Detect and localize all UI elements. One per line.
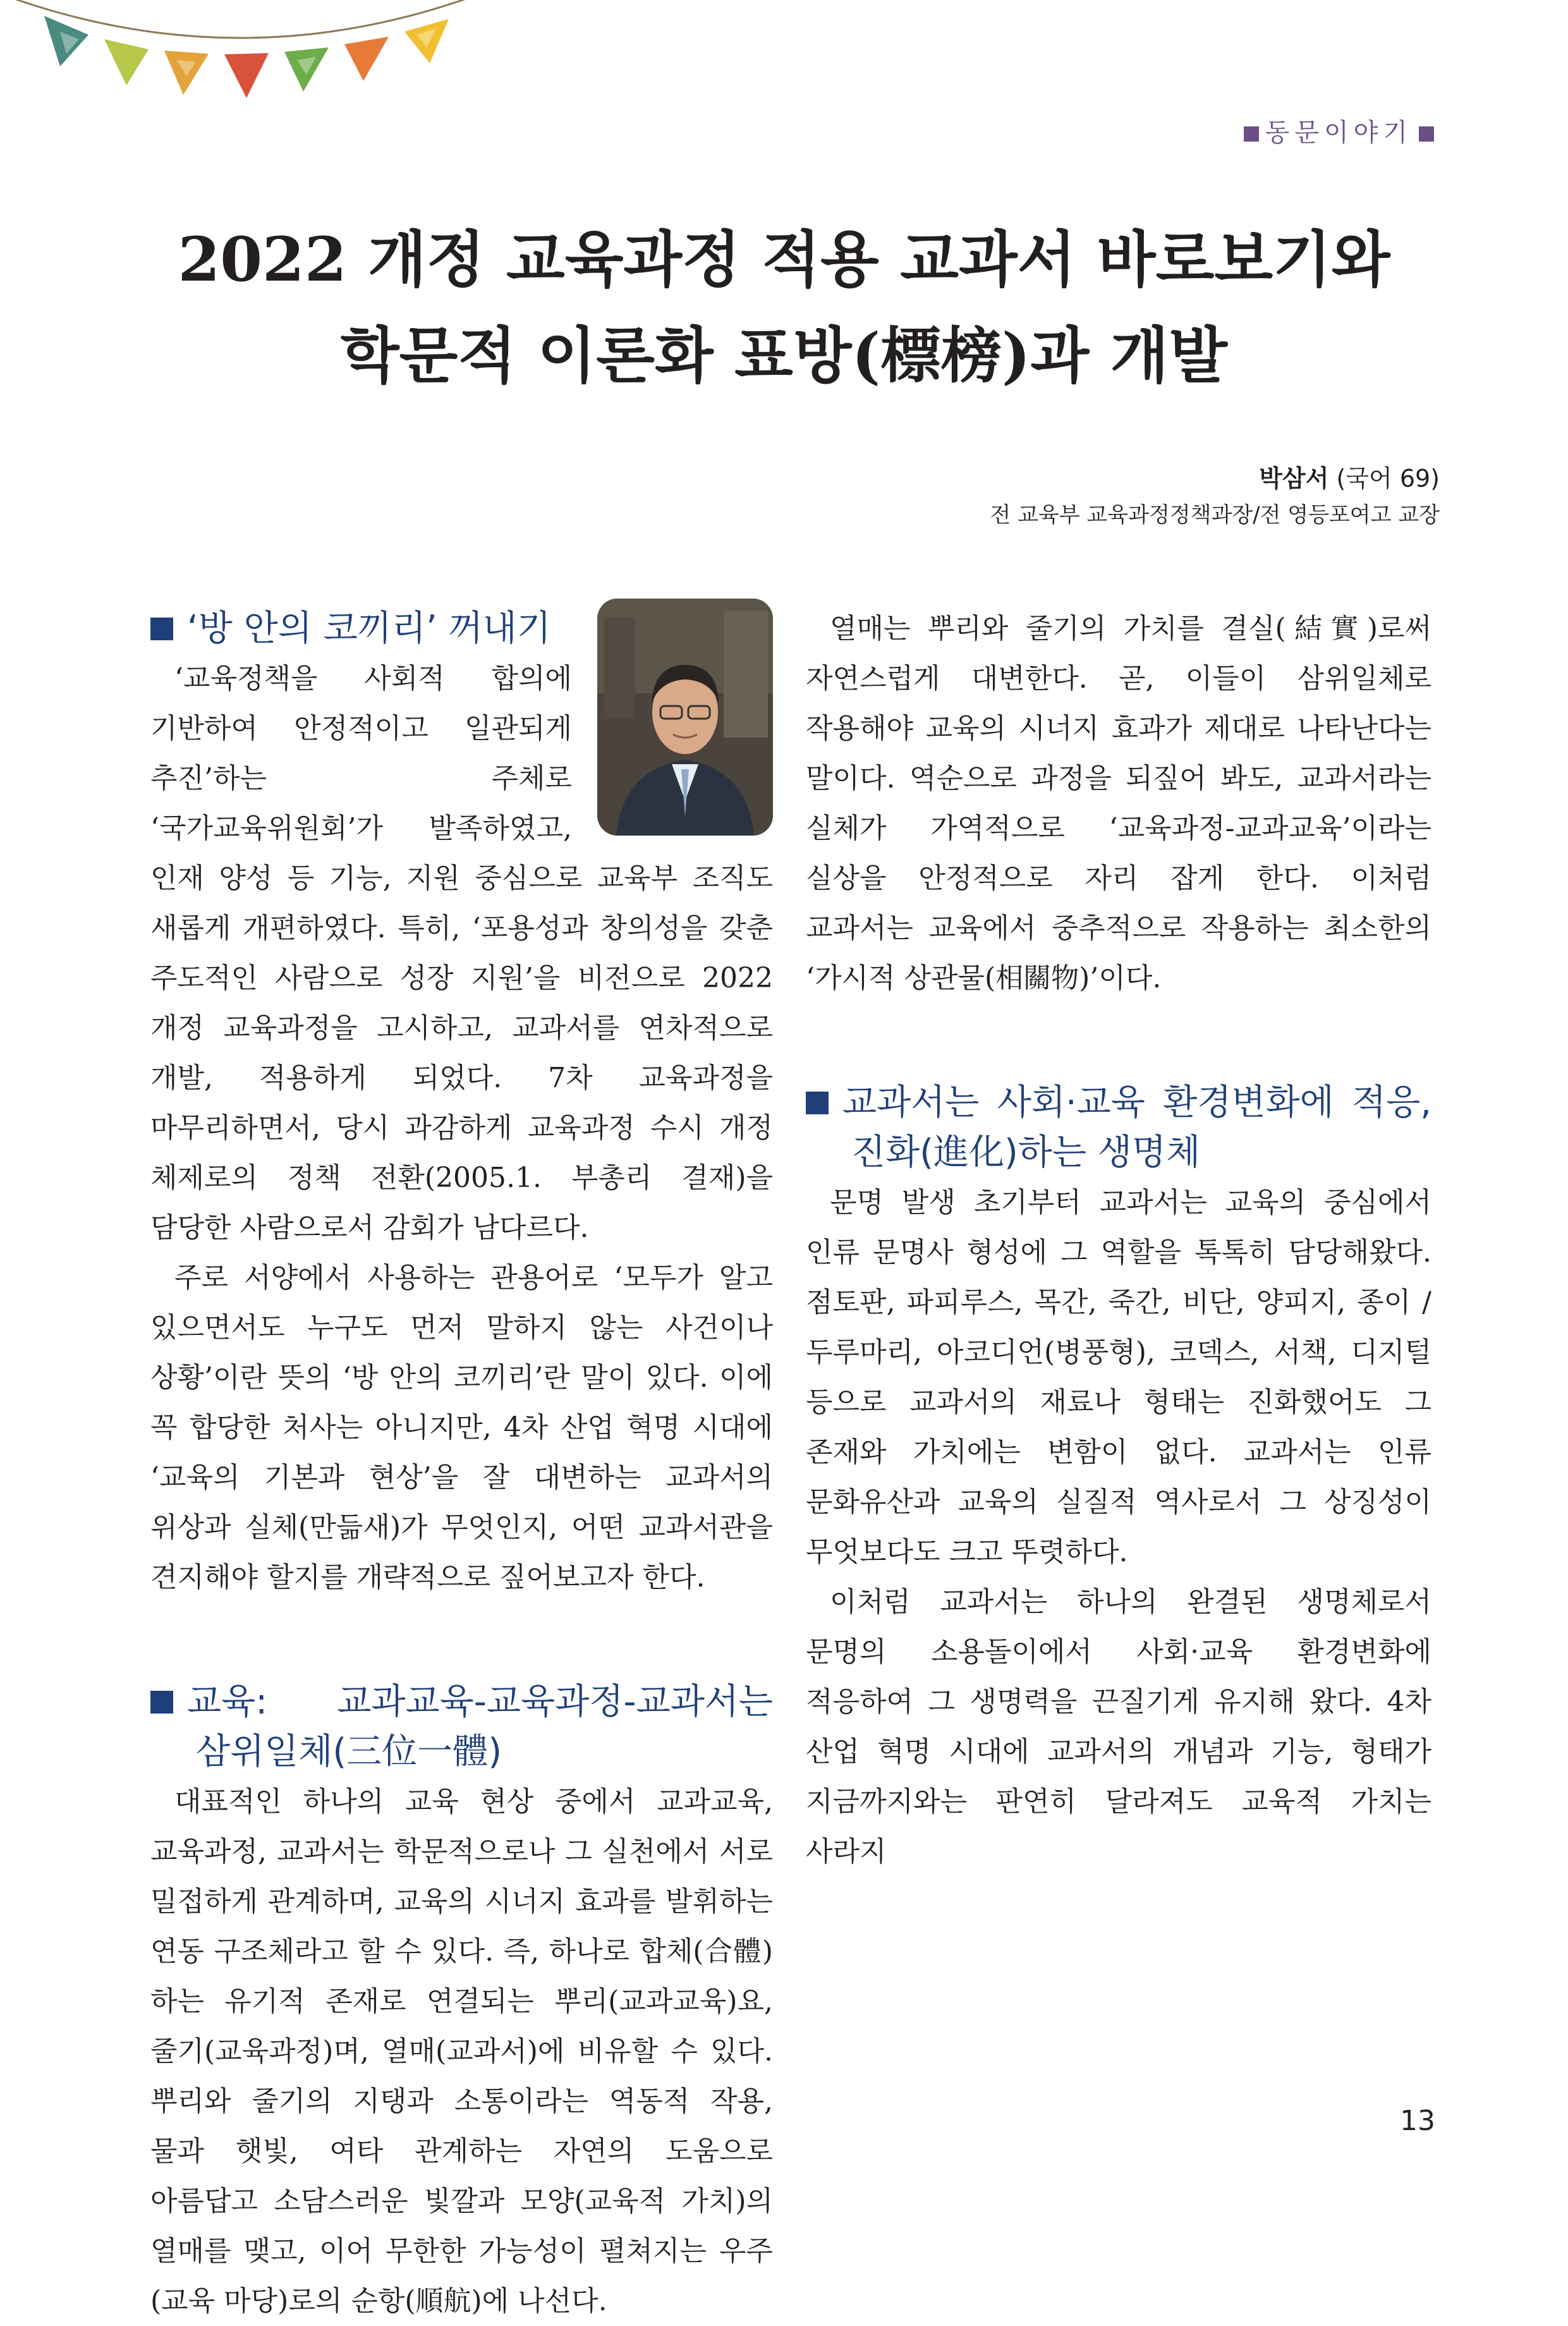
paragraph: 열매는 뿌리와 줄기의 가치를 결실(結實)로써 자연스럽게 대변한다. 곧, 이들이 삼위일체로 작용해야 교육의 시너지 효과가 제대로 나타난다는 말이다. 역순으로 과정을 되짚어 봐도, 교과서라는 실체가 가역적으로 ‘교육과정-교과교육’이라는 실상을 안정적으로 자리 잡게 한다. 이처럼 교과서는 교육에서 중추적으로 작용하는 최소한의 ‘가시적 상관물(相關物)’이다. [806,612,1431,994]
author-name: 박삼서 [1259,465,1329,492]
title-line-2: 학문적 이론화 표방(標榜)과 개발 [340,320,1228,391]
square-icon [1244,126,1259,142]
square-icon [1419,126,1434,142]
section-heading-3: 교과서는 사회·교육 환경변화에 적응, 진화(進化)하는 생명체 [806,1078,1431,1178]
paragraph: ‘교육정책을 사회적 합의에 기반하여 안정적이고 일관되게 추진’하는 주체로 ‘국가교육위원회’가 발족하였고, 인재 양성 등 기능, 지원 중심으로 교육부 조직도 새롭게 개편하였다. 특히, ‘포용성과 창의성을 갖춘 주도적인 사람으로 성장 지원’을 비전으로 2022 개정 교육과정을 고시하고, 교과서를 연차적으로 개발, 적용하게 되었다. 7차 교육과정을 마무리하면서, 당시 과감하게 교육과정 수시 개정 체제로의 정책 전환(2005.1. 부총리 결재)을 담당한 사람으로서 감회가 남다르다. [150,662,774,1244]
section-tag [1237,113,1440,149]
section-tag-label: 동문이야기 [1265,118,1413,147]
title-line-1: 2022 개정 교육과정 적용 교과서 바로보기와 [178,224,1390,295]
article-title [0,212,1568,404]
portrait-image [597,599,773,836]
bunting-decoration [0,0,480,126]
square-bullet-icon [806,1092,829,1114]
paragraph: 대표적인 하나의 교육 현상 중에서 교과교육, 교육과정, 교과서는 학문적으로나 그 실천에서 서로 밀접하게 관계하며, 교육의 시너지 효과를 발휘하는 연동 구조체라고 할 수 있다. 즉, 하나로 합체(合體)하는 유기적 존재로 연결되는 뿌리(교과교육)요, 줄기(교육과정)며, 열매(교과서)에 비유할 수 있다. 뿌리와 줄기의 지탱과 소통이라는 역동적 작용, 물과 햇빛, 여타 관계하는 자연의 도움으로 아름답고 소담스러운 빛깔과 모양(교육적 가치)의 열매를 맺고, 이어 무한한 가능성이 펼쳐지는 우주(교육 마당)로의 순항(順航)에 나선다. [150,1786,774,2317]
right-column [806,604,1431,1877]
square-bullet-icon [150,618,173,640]
square-bullet-icon [150,1691,173,1714]
paragraph: 이처럼 교과서는 하나의 완결된 생명체로서 문명의 소용돌이에서 사회·교육 환경변화에 적응하여 그 생명력을 끈질기게 유지해 왔다. 4차 산업 혁명 시대에 교과서의 개념과 기능, 형태가 지금까지와는 판연히 달라져도 교육적 가치는 사라지 [806,1586,1431,1868]
author-block [990,460,1440,533]
section-heading-1: ‘방 안의 코끼리’ 꺼내기 [150,604,773,654]
section-heading-2: 교육: 교과교육-교육과정-교과서는 삼위일체(三位一體) [150,1677,773,1777]
author-position: 전 교육부 교육과정정책과장/전 영등포여고 교장 [990,502,1440,528]
paragraph: 주로 서양에서 사용하는 관용어로 ‘모두가 알고 있으면서도 누구도 먼저 말하지 않는 사건이나 상황’이란 뜻의 ‘방 안의 코끼리’란 말이 있다. 이에 꼭 합당한 처사는 아니지만, 4차 산업 혁명 시대에 ‘교육의 기본과 현상’을 잘 대변하는 교과서의 위상과 실체(만듦새)가 무엇인지, 어떤 교과서관을 견지해야 할지를 개략적으로 짚어보고자 한다. [150,1262,773,1593]
left-column [150,604,773,2326]
page-number: 13 [1400,2105,1435,2137]
author-photo [597,599,773,836]
paragraph: 문명 발생 초기부터 교과서는 교육의 중심에서 인류 문명사 형성에 그 역할을 톡톡히 담당해왔다. 점토판, 파피루스, 목간, 죽간, 비단, 양피지, 종이 / 두루마리, 아코디언(병풍형), 코덱스, 서책, 디지털 등으로 교과서의 재료나 형태는 진화했어도 그 존재와 가치에는 변함이 없다. 교과서는 인류 문화유산과 교육의 실질적 역사로서 그 상징성이 무엇보다도 크고 뚜렷하다. [806,1186,1431,1568]
author-affiliation: (국어 69) [1336,465,1440,492]
